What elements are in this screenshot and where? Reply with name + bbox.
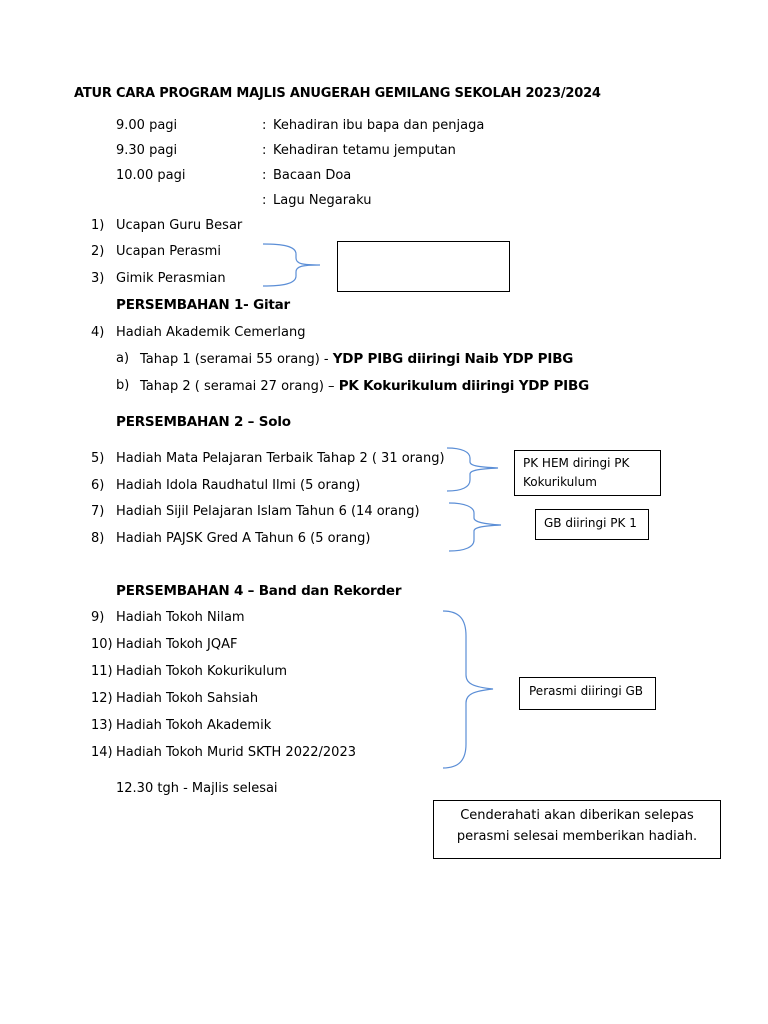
schedule-sep: :: [262, 118, 267, 133]
schedule-sep: :: [262, 168, 267, 183]
item-text: Gimik Perasmian: [116, 271, 226, 286]
schedule-desc: Kehadiran tetamu jemputan: [273, 143, 456, 158]
item-number: 13): [91, 718, 113, 733]
subitem-number: a): [116, 351, 130, 366]
item-number: 6): [91, 478, 105, 493]
item-number: 11): [91, 664, 113, 679]
item-text: Hadiah PAJSK Gred A Tahun 6 (5 orang): [116, 531, 371, 546]
schedule-desc: Bacaan Doa: [273, 168, 352, 183]
item-text: Hadiah Akademik Cemerlang: [116, 325, 306, 340]
schedule-desc: Lagu Negaraku: [273, 193, 372, 208]
item-number: 12): [91, 691, 113, 706]
brace-items-9-14: [443, 611, 493, 768]
item-number: 3): [91, 271, 105, 286]
pk-hem-callout-box: PK HEM diringi PK Kokurikulum: [514, 450, 661, 496]
item-text: Hadiah Tokoh JQAF: [116, 637, 238, 652]
item-text: Hadiah Tokoh Kokurikulum: [116, 664, 288, 679]
item-number: 14): [91, 745, 113, 760]
closing-line: 12.30 tgh - Majlis selesai: [116, 781, 278, 796]
gb-callout-box: GB diiringi PK 1: [535, 509, 649, 540]
souvenir-note-box: Cenderahati akan diberikan selepas perasmi selesai memberikan hadiah.: [433, 800, 721, 859]
subitem-escort: PK Kokurikulum diiringi YDP PIBG: [338, 378, 589, 394]
schedule-time: 10.00 pagi: [116, 168, 186, 183]
item-text: Hadiah Tokoh Akademik: [116, 718, 272, 733]
item-text: Hadiah Sijil Pelajaran Islam Tahun 6 (14 orang): [116, 504, 420, 519]
item-text: Hadiah Mata Pelajaran Terbaik Tahap 2 ( 31 orang): [116, 451, 445, 466]
performance-heading: PERSEMBAHAN 1- Gitar: [116, 297, 290, 313]
item-text: Hadiah Tokoh Sahsiah: [116, 691, 259, 706]
schedule-sep: :: [262, 143, 267, 158]
subitem-number: b): [116, 378, 130, 393]
item-text: Hadiah Idola Raudhatul Ilmi (5 orang): [116, 478, 361, 493]
brace-items-5-6: [447, 448, 498, 491]
schedule-desc: Kehadiran ibu bapa dan penjaga: [273, 118, 485, 133]
schedule-time: 9.00 pagi: [116, 118, 178, 133]
item-text: Hadiah Tokoh Murid SKTH 2022/2023: [116, 745, 356, 760]
item-text: Ucapan Guru Besar: [116, 218, 243, 233]
item-text: Ucapan Perasmi: [116, 244, 221, 259]
item-number: 9): [91, 610, 105, 625]
schedule-time: 9.30 pagi: [116, 143, 178, 158]
item-number: 5): [91, 451, 105, 466]
document-title: ATUR CARA PROGRAM MAJLIS ANUGERAH GEMILANG SEKOLAH 2023/2024: [74, 86, 601, 101]
performance-heading: PERSEMBAHAN 4 – Band dan Rekorder: [116, 583, 402, 599]
item-number: 8): [91, 531, 105, 546]
subitem-escort: YDP PIBG diiringi Naib YDP PIBG: [332, 351, 574, 367]
brace-items-2-3: [263, 244, 320, 286]
subitem-text: Tahap 1 (seramai 55 orang) -: [140, 352, 333, 367]
item-number: 1): [91, 218, 105, 233]
perasmi-callout-box: Perasmi diiringi GB: [519, 677, 656, 710]
subitem-text: Tahap 2 ( seramai 27 orang) –: [140, 379, 339, 394]
performance-heading: PERSEMBAHAN 2 – Solo: [116, 414, 291, 430]
brace-items-7-8: [449, 503, 501, 551]
item-number: 4): [91, 325, 105, 340]
item-number: 7): [91, 504, 105, 519]
schedule-sep: :: [262, 193, 267, 208]
item-number: 2): [91, 244, 105, 259]
item-number: 10): [91, 637, 113, 652]
item-text: Hadiah Tokoh Nilam: [116, 610, 245, 625]
